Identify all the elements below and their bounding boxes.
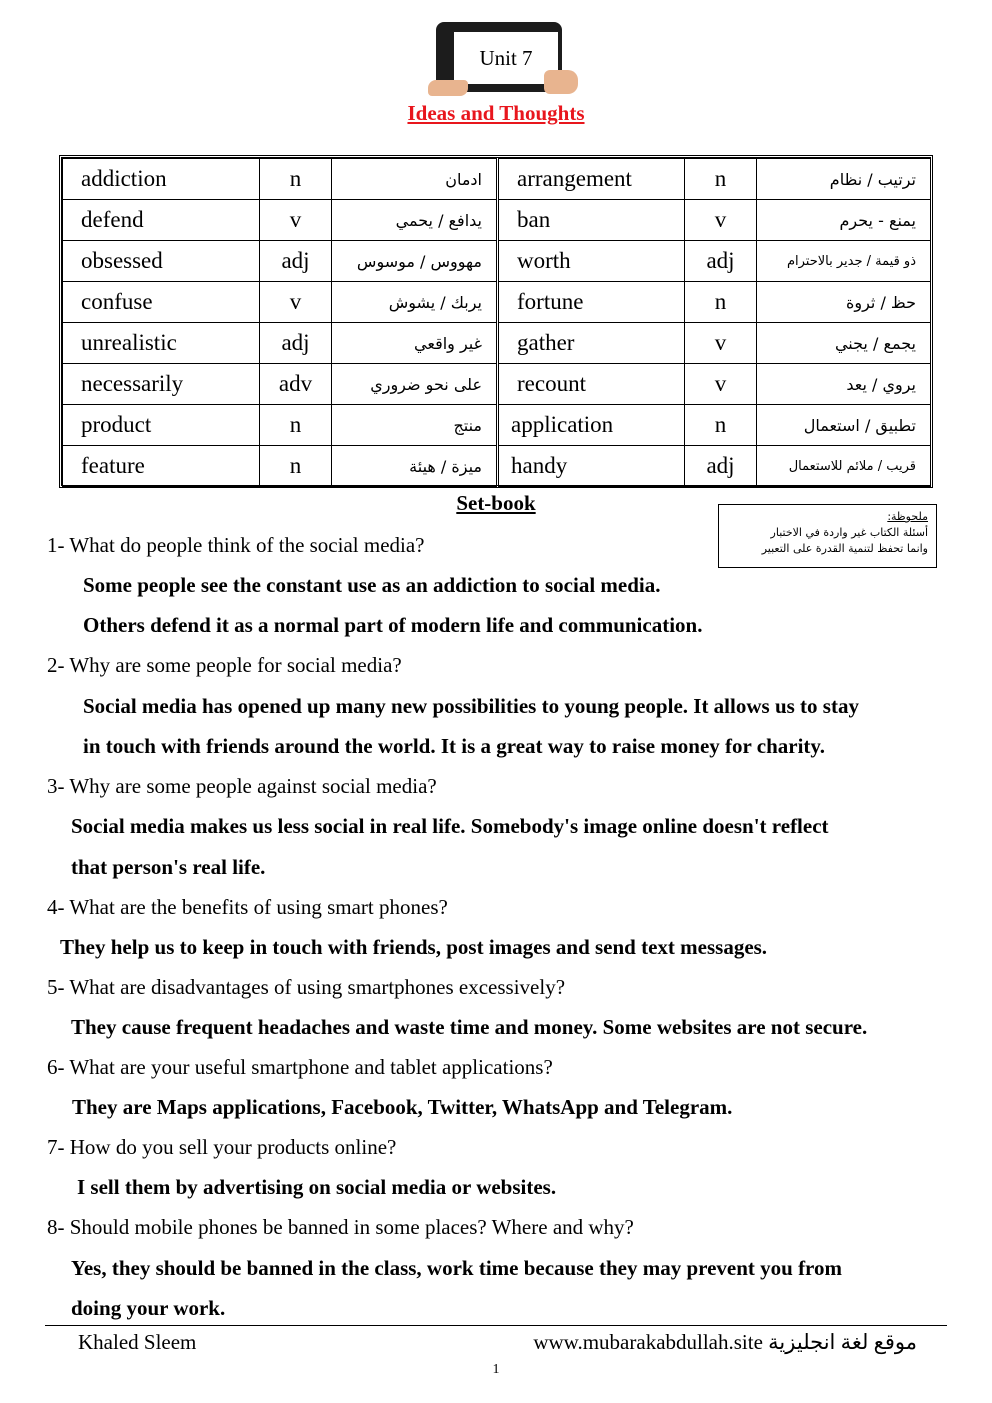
answer-1-line-1: Some people see the constant use as an addiction to social media. bbox=[83, 573, 661, 597]
vocab-pos: v bbox=[685, 323, 757, 364]
answer-2-line-2: in touch with friends around the world. It is a great way to raise money for charity. bbox=[83, 734, 825, 758]
answer-3-line-1: Social media makes us less social in real life. Somebody's image online doesn't reflect bbox=[71, 814, 829, 838]
vocab-arabic: قريب / ملائم للاستعمال bbox=[757, 446, 931, 487]
vocab-pos: v bbox=[260, 200, 332, 241]
vocab-row bbox=[63, 364, 931, 405]
vocab-word: application bbox=[498, 405, 685, 446]
vocab-arabic: ترتيب / نظام bbox=[757, 159, 931, 200]
vocab-arabic: مهووس / موسوس bbox=[332, 241, 498, 282]
vocab-pos: n bbox=[685, 282, 757, 323]
note-line: وانما تحفظ لتنمية القدرة على التعبير bbox=[761, 542, 928, 555]
answer-8-line-2: doing your work. bbox=[71, 1296, 226, 1320]
vocab-pos: n bbox=[260, 446, 332, 487]
note-line: أسئلة الكتاب غير واردة في الاختبار bbox=[770, 526, 928, 539]
vocab-arabic: حظ / ثروة bbox=[757, 282, 931, 323]
vocab-word: defend bbox=[63, 200, 260, 241]
vocab-word: handy bbox=[498, 446, 685, 487]
vocab-pos: n bbox=[685, 159, 757, 200]
vocab-arabic: تطبيق / استعمال bbox=[757, 405, 931, 446]
vocab-word: recount bbox=[498, 364, 685, 405]
page-title: Ideas and Thoughts bbox=[407, 101, 585, 125]
answer-8-line-1: Yes, they should be banned in the class, work time because they may prevent you from bbox=[71, 1256, 842, 1280]
vocab-word: product bbox=[63, 405, 260, 446]
question-7: 7- How do you sell your products online? bbox=[47, 1135, 397, 1159]
footer-website-link[interactable]: www.mubarakabdullah.site موقع لغة انجليزية bbox=[533, 1330, 917, 1354]
question-3: 3- Why are some people against social media? bbox=[47, 774, 437, 798]
question-2: 2- Why are some people for social media? bbox=[47, 653, 402, 677]
vocab-pos: adv bbox=[260, 364, 332, 405]
vocab-pos: n bbox=[685, 405, 757, 446]
vocab-pos: adj bbox=[685, 446, 757, 487]
vocab-arabic: يجمع / يجني bbox=[757, 323, 931, 364]
vocab-word: unrealistic bbox=[63, 323, 260, 364]
question-5: 5- What are disadvantages of using smartphones excessively? bbox=[47, 975, 566, 999]
question-4: 4- What are the benefits of using smart phones? bbox=[47, 895, 448, 919]
vocab-row bbox=[63, 446, 931, 487]
answer-4-line-1: They help us to keep in touch with friends, post images and send text messages. bbox=[60, 935, 768, 959]
tablet-graphic bbox=[428, 22, 578, 96]
vocab-arabic: غير واقعي bbox=[332, 323, 498, 364]
vocab-word: feature bbox=[63, 446, 260, 487]
unit-label: Unit 7 bbox=[454, 32, 558, 84]
vocab-arabic: يربك / يشوش bbox=[332, 282, 498, 323]
vocab-pos: n bbox=[260, 405, 332, 446]
vocab-word: confuse bbox=[63, 282, 260, 323]
vocab-arabic: على نحو ضروري bbox=[332, 364, 498, 405]
vocab-arabic: يروي / يعد bbox=[757, 364, 931, 405]
note-box bbox=[718, 504, 937, 568]
vocab-word: ban bbox=[498, 200, 685, 241]
answer-6-line-1: They are Maps applications, Facebook, Twitter, WhatsApp and Telegram. bbox=[72, 1095, 733, 1119]
vocab-pos: v bbox=[685, 364, 757, 405]
question-8: 8- Should mobile phones be banned in some places? Where and why? bbox=[47, 1215, 634, 1239]
vocab-row bbox=[63, 282, 931, 323]
vocab-arabic: ميزة / هيئة bbox=[332, 446, 498, 487]
answer-3-line-2: that person's real life. bbox=[71, 855, 266, 879]
note-title: ملحوظة: bbox=[887, 510, 928, 523]
page-number: 1 bbox=[492, 1362, 500, 1377]
footer-author: Khaled Sleem bbox=[78, 1330, 197, 1354]
vocab-pos: adj bbox=[260, 323, 332, 364]
vocab-word: necessarily bbox=[63, 364, 260, 405]
vocab-pos: adj bbox=[685, 241, 757, 282]
vocab-word: arrangement bbox=[498, 159, 685, 200]
vocab-pos: n bbox=[260, 159, 332, 200]
vocabulary-table bbox=[59, 155, 933, 488]
vocab-arabic: منتج bbox=[332, 405, 498, 446]
vocab-row bbox=[63, 200, 931, 241]
vocab-pos: adj bbox=[260, 241, 332, 282]
vocab-word: fortune bbox=[498, 282, 685, 323]
vocab-word: gather bbox=[498, 323, 685, 364]
vocab-row bbox=[63, 323, 931, 364]
vocab-word: addiction bbox=[63, 159, 260, 200]
answer-5-line-1: They cause frequent headaches and waste time and money. Some websites are not secure. bbox=[71, 1015, 868, 1039]
question-1: 1- What do people think of the social media? bbox=[47, 533, 425, 557]
vocab-arabic: يدافع / يحمي bbox=[332, 200, 498, 241]
vocab-arabic: يمنع - يحرم bbox=[757, 200, 931, 241]
right-hand-icon bbox=[544, 70, 578, 94]
answer-7-line-1: I sell them by advertising on social media or websites. bbox=[77, 1175, 557, 1199]
vocab-word: worth bbox=[498, 241, 685, 282]
footer-divider bbox=[45, 1325, 947, 1326]
vocab-arabic: ادمان bbox=[332, 159, 498, 200]
vocab-pos: v bbox=[260, 282, 332, 323]
vocab-pos: v bbox=[685, 200, 757, 241]
answer-1-line-2: Others defend it as a normal part of modern life and communication. bbox=[83, 613, 703, 637]
vocab-row bbox=[63, 241, 931, 282]
vocab-row bbox=[63, 405, 931, 446]
left-hand-icon bbox=[428, 80, 468, 96]
vocab-word: obsessed bbox=[63, 241, 260, 282]
vocab-row bbox=[63, 159, 931, 200]
question-6: 6- What are your useful smartphone and tablet applications? bbox=[47, 1055, 553, 1079]
setbook-heading: Set-book bbox=[456, 491, 536, 515]
answer-2-line-1: Social media has opened up many new possibilities to young people. It allows us to stay bbox=[83, 694, 859, 718]
vocab-arabic: ذو قيمة / جدير بالاحترام bbox=[757, 241, 931, 282]
